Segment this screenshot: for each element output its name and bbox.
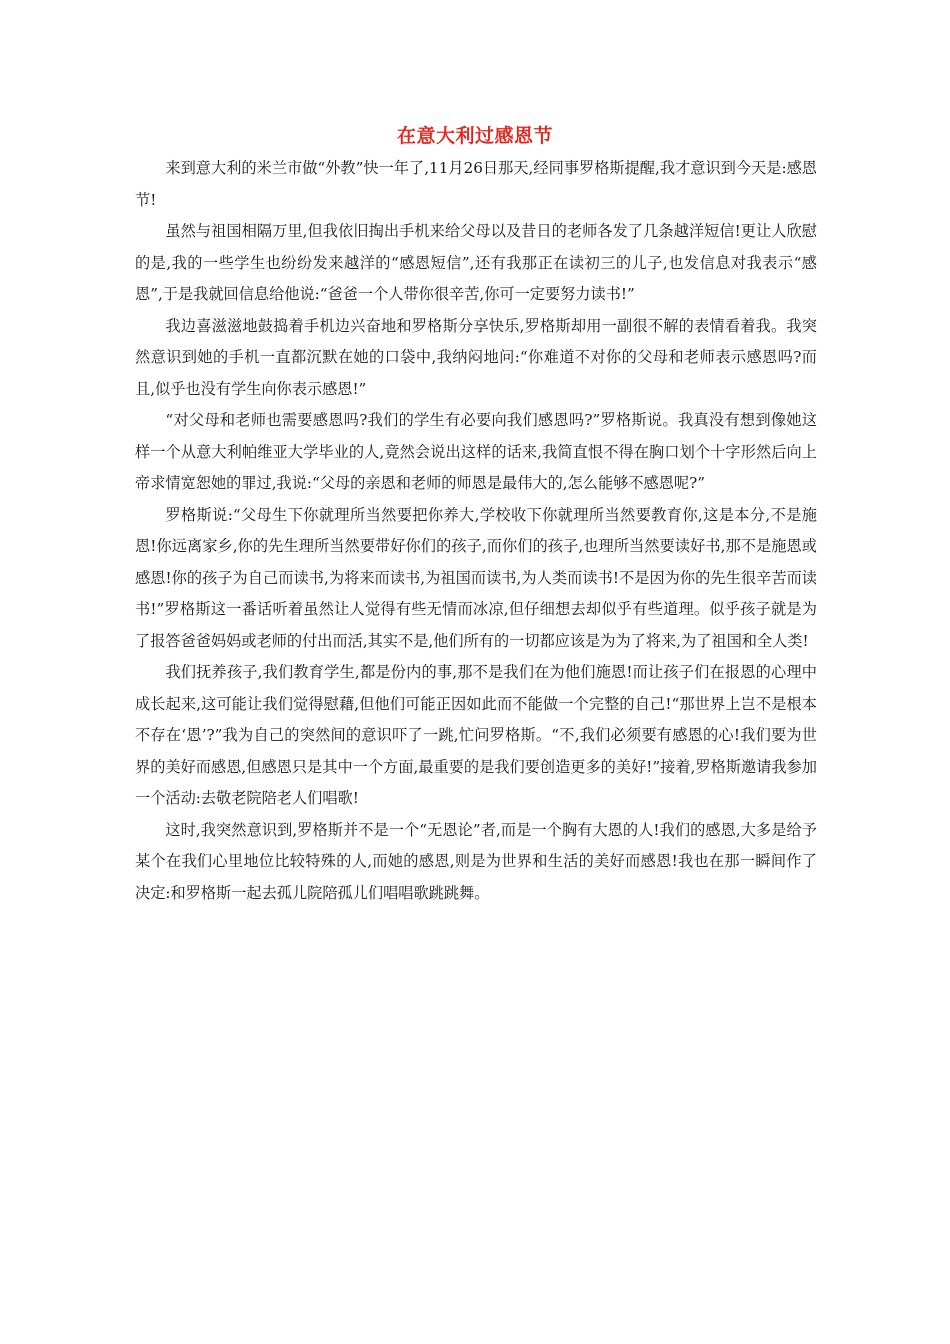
paragraph-5: 罗格斯说:“父母生下你就理所当然要把你养大,学校收下你就理所当然要教育你,这是本分,不是施恩!你远离家乡,你的先生理所当然要带好你们的孩子,而你们的孩子,也理所当然要读好书,那不是施恩或感恩!你的孩子为自己而读书,为将来而读书,为祖国而读书,为人类而读书!不是因为你的先生很辛苦而读书!”罗格斯这一番话听着虽然让人觉得有些无情而冰凉,但仔细想去却似乎有些道理。似乎孩子就是为了报答爸爸妈妈或老师的付出而活,其实不是,他们所有的一切都应该是为为了将来,为了祖国和全人类! (135, 505, 817, 650)
paragraph-4: “对父母和老师也需要感恩吗?我们的学生有必要向我们感恩吗?”罗格斯说。我真没有想到像她这样一个从意大利帕维亚大学毕业的人,竟然会说出这样的话来,我简直恨不得在胸口划个十字形然后向上帝求情宽恕她的罪过,我说:“父母的亲恩和老师的师恩是最伟大的,怎么能够不感恩呢?” (135, 411, 817, 492)
document-title: 在意大利过感恩节 (396, 125, 553, 147)
paragraph-7: 这时,我突然意识到,罗格斯并不是一个“无恩论”者,而是一个胸有大恩的人!我们的感恩,大多是给予某个在我们心里地位比较特殊的人,而她的感恩,则是为世界和生活的美好而感恩!我也在那一瞬间作了决定:和罗格斯一起去孤儿院陪孤儿们唱唱歌跳跳舞。 (135, 820, 817, 902)
paragraph-3: 我边喜滋滋地鼓捣着手机边兴奋地和罗格斯分享快乐,罗格斯却用一副很不解的表情看着我。我突然意识到她的手机一直都沉默在她的口袋中,我纳闷地问:“你难道不对你的父母和老师表示感恩吗?而且,似乎也没有学生向你表示感恩!” (135, 316, 817, 398)
paragraph-2: 虽然与祖国相隔万里,但我依旧掏出手机来给父母以及昔日的老师各发了几条越洋短信!更让人欣慰的是,我的一些学生也纷纷发来越洋的“感恩短信”,还有我那正在读初三的儿子,也发信息对我表示“感恩”,于是我就回信息给他说:“爸爸一个人带你很辛苦,你可一定要努力读书!” (135, 222, 817, 303)
paragraph-6: 我们抚养孩子,我们教育学生,都是份内的事,那不是我们在为他们施恩!而让孩子们在报恩的心理中成长起来,这可能让我们觉得慰藉,但他们可能正因如此而不能做一个完整的自己!“那世界上岂不是根本不存在‘恩’?”我为自己的突然间的意识吓了一跳,忙问罗格斯。“不,我们必须要有感恩的心!我们要为世界的美好而感恩,但感恩只是其中一个方面,最重要的是我们要创造更多的美好!”接着,罗格斯邀请我参加一个活动:去敬老院陪老人们唱歌! (135, 663, 817, 807)
document-body (135, 153, 817, 909)
paragraph-1: 来到意大利的米兰市做“外教”快一年了,11月26日那天,经同事罗格斯提醒,我才意识到今天是:感恩节! (135, 159, 817, 209)
